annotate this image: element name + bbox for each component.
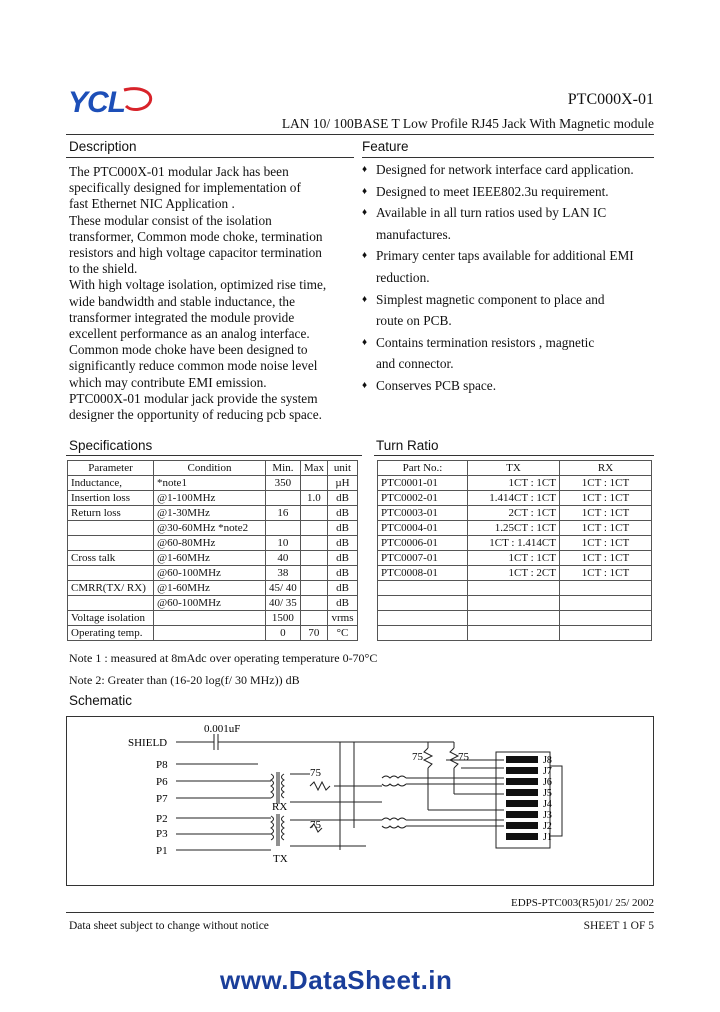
note-2: Note 2: Greater than (16-20 log(f/ 30 MHz)) dB [69, 673, 300, 687]
table-cell: 350 [266, 476, 301, 491]
table-cell: PTC0007-01 [378, 551, 468, 566]
table-cell [300, 581, 327, 596]
pin-label: P2 [156, 813, 168, 825]
description-line: PTC000X-01 modular jack provide the system [69, 390, 318, 406]
description-line: resistors and high voltage capacitor termination [69, 245, 322, 261]
bullet-icon: ♦ [362, 293, 368, 305]
common-mode-choke [382, 776, 406, 786]
table-cell: 1CT : 1CT [560, 566, 652, 581]
feature-text: Designed to meet IEEE802.3u requirement. [376, 183, 609, 199]
feature-item [362, 245, 654, 288]
table-cell: dB [327, 506, 357, 521]
table-row [378, 596, 652, 611]
table-cell [560, 626, 652, 641]
table-cell: Return loss [68, 506, 154, 521]
table-cell: PTC0004-01 [378, 521, 468, 536]
feature-text: reduction. [376, 269, 430, 285]
pin-label: P1 [156, 845, 168, 857]
feature-item [362, 181, 654, 203]
table-row [378, 521, 652, 536]
turn-ratio-rule [374, 455, 654, 456]
part-number: PTC000X-01 [567, 91, 654, 108]
table-row [68, 626, 358, 641]
table-cell: dB [327, 581, 357, 596]
column-header: Min. [266, 461, 301, 476]
feature-text: route on PCB. [376, 313, 452, 329]
table-cell: 40 [266, 551, 301, 566]
table-cell: @1-100MHz [154, 491, 266, 506]
table-cell: 0 [266, 626, 301, 641]
table-cell: Operating temp. [68, 626, 154, 641]
document-subtitle: LAN 10/ 100BASE T Low Profile RJ45 Jack With Magnetic module [281, 116, 654, 131]
table-cell: 1CT : 2CT [468, 566, 560, 581]
bullet-icon: ♦ [362, 164, 368, 175]
feature-text: Simplest magnetic component to place and [376, 291, 605, 307]
table-cell [560, 581, 652, 596]
description-line: Common mode choke have been designed to [69, 342, 308, 358]
table-cell: 1CT : 1CT [468, 551, 560, 566]
resistor-label: 75 [412, 751, 423, 763]
table-cell [560, 611, 652, 626]
table-cell [68, 536, 154, 551]
table-row [68, 551, 358, 566]
table-cell: 1.0 [300, 491, 327, 506]
table-cell [378, 611, 468, 626]
schematic-heading: Schematic [69, 693, 133, 708]
table-cell: vrms [327, 611, 357, 626]
table-cell: PTC0003-01 [378, 506, 468, 521]
feature-text: Available in all turn ratios used by LAN IC [376, 205, 607, 221]
feature-text: and connector. [376, 356, 454, 372]
turn-ratio-table [377, 460, 652, 641]
resistor-label: 75 [310, 819, 321, 831]
table-row [68, 506, 358, 521]
table-cell: Insertion loss [68, 491, 154, 506]
column-header: Condition [154, 461, 266, 476]
table-row [68, 566, 358, 581]
description-line: to the shield. [69, 261, 138, 277]
feature-item [362, 289, 654, 332]
rj45-jack [496, 752, 562, 848]
specifications-heading: Specifications [69, 438, 153, 453]
table-row [68, 596, 358, 611]
schematic-diagram [66, 716, 654, 886]
logo-text: YCL [68, 86, 125, 119]
description-line: The PTC000X-01 modular Jack has been [69, 164, 289, 179]
pin-label: P6 [156, 776, 168, 788]
table-cell: dB [327, 521, 357, 536]
tx-transformer [271, 814, 288, 865]
bullet-icon: ♦ [362, 336, 368, 348]
table-cell: 38 [266, 566, 301, 581]
table-cell [378, 626, 468, 641]
table-row [378, 611, 652, 626]
capacitor-label: 0.001uF [204, 723, 241, 735]
table-row [68, 476, 358, 491]
table-cell: @60-100MHz [154, 566, 266, 581]
table-row [378, 506, 652, 521]
table-cell: @1-60MHz [154, 551, 266, 566]
table-cell: *note1 [154, 476, 266, 491]
table-cell: 16 [266, 506, 301, 521]
description-line: specifically designed for implementation of [69, 180, 301, 196]
column-header: unit [327, 461, 357, 476]
description-line: excellent performance as an analog interface. [69, 326, 310, 342]
feature-text: Primary center taps available for additional EMI [376, 248, 634, 264]
table-cell [560, 596, 652, 611]
table-cell: @60-100MHz [154, 596, 266, 611]
table-cell [300, 551, 327, 566]
table-cell: PTC0001-01 [378, 476, 468, 491]
table-cell [300, 506, 327, 521]
table-cell: 45/ 40 [266, 581, 301, 596]
resistor-75 [424, 748, 432, 768]
table-row [68, 491, 358, 506]
table-cell [468, 611, 560, 626]
description-line: significantly reduce common mode noise level [69, 358, 318, 374]
table-cell: 1CT : 1CT [560, 536, 652, 551]
table-cell [300, 476, 327, 491]
specifications-table [67, 460, 358, 641]
table-cell [68, 521, 154, 536]
rx-transformer [271, 772, 287, 813]
column-header: Part No.: [378, 461, 468, 476]
table-cell [300, 596, 327, 611]
feature-list [362, 159, 654, 397]
description-text [69, 164, 359, 423]
jack-pin-label: J6 [543, 777, 552, 788]
table-cell: 1CT : 1.414CT [468, 536, 560, 551]
description-rule [66, 157, 354, 158]
table-cell [266, 521, 301, 536]
sheet-number: SHEET 1 OF 5 [583, 920, 654, 932]
table-row [378, 536, 652, 551]
table-row [68, 536, 358, 551]
table-cell: PTC0006-01 [378, 536, 468, 551]
table-row [378, 626, 652, 641]
feature-text: manufactures. [376, 226, 451, 242]
table-cell [378, 596, 468, 611]
table-cell [378, 581, 468, 596]
resistor-label: 75 [310, 767, 321, 779]
jack-pin-label: J3 [543, 810, 552, 821]
table-cell: dB [327, 536, 357, 551]
description-line: transformer, Common mode choke, termination [69, 228, 323, 244]
feature-text: Conserves PCB space. [376, 377, 497, 393]
table-cell [300, 521, 327, 536]
jack-pin-label: J5 [543, 788, 552, 799]
watermark-link[interactable]: www.DataSheet.in [220, 965, 453, 995]
bullet-icon: ♦ [362, 379, 368, 391]
description-line: transformer integrated the module provide [69, 309, 295, 325]
common-mode-choke [382, 818, 406, 828]
company-logo [66, 82, 156, 122]
feature-heading: Feature [362, 139, 409, 154]
table-cell: Inductance, [68, 476, 154, 491]
specifications-rule [66, 455, 362, 456]
table-cell: @1-30MHz [154, 506, 266, 521]
table-cell: Cross talk [68, 551, 154, 566]
jack-pin-label: J7 [543, 766, 552, 777]
table-cell: 2CT : 1CT [468, 506, 560, 521]
table-cell [154, 611, 266, 626]
bullet-icon: ♦ [362, 207, 368, 219]
note-1: Note 1 : measured at 8mAdc over operating temperature 0-70°C [69, 651, 378, 665]
table-cell [300, 611, 327, 626]
description-line: which may contribute EMI emission. [69, 374, 267, 390]
table-cell [468, 581, 560, 596]
table-cell: 1CT : 1CT [468, 476, 560, 491]
table-row [68, 521, 358, 536]
feature-text: Designed for network interface card application. [376, 162, 634, 177]
table-cell: @60-80MHz [154, 536, 266, 551]
table-cell [154, 626, 266, 641]
description-line: These modular consist of the isolation [69, 212, 272, 228]
table-cell: dB [327, 491, 357, 506]
table-cell: CMRR(TX/ RX) [68, 581, 154, 596]
table-cell: µH [327, 476, 357, 491]
resistor-75 [310, 782, 330, 790]
column-header: TX [468, 461, 560, 476]
table-cell: 1CT : 1CT [560, 506, 652, 521]
table-row [68, 611, 358, 626]
turn-ratio-heading: Turn Ratio [376, 438, 439, 453]
table-cell: 1.25CT : 1CT [468, 521, 560, 536]
table-cell: dB [327, 596, 357, 611]
description-line: fast Ethernet NIC Application . [69, 196, 235, 212]
description-line: designer the opportunity of reducing pcb space. [69, 407, 322, 423]
table-cell: °C [327, 626, 357, 641]
table-cell [68, 596, 154, 611]
feature-rule [362, 157, 654, 158]
tx-label: TX [273, 853, 288, 865]
feature-item [362, 375, 654, 397]
table-cell: 40/ 35 [266, 596, 301, 611]
feature-text: Contains termination resistors , magnetic [376, 334, 595, 350]
table-cell [68, 566, 154, 581]
shield-label: SHIELD [128, 737, 168, 749]
table-row [378, 551, 652, 566]
description-line: wide bandwidth and stable inductance, the [69, 293, 295, 309]
jack-pin-label: J4 [543, 799, 552, 810]
footer-disclaimer: Data sheet subject to change without notice [69, 920, 269, 932]
header-rule [66, 134, 654, 135]
table-cell [266, 491, 301, 506]
pin-label: P8 [156, 759, 168, 771]
footer-rule [66, 912, 654, 913]
column-header: Parameter [68, 461, 154, 476]
table-cell: 1CT : 1CT [560, 476, 652, 491]
table-row [378, 581, 652, 596]
resistor-label: 75 [458, 751, 469, 763]
table-cell: @30-60MHz *note2 [154, 521, 266, 536]
table-cell: dB [327, 566, 357, 581]
jack-pin-label: J1 [543, 832, 552, 843]
document-code: EDPS-PTC003(R5)01/ 25/ 2002 [510, 897, 654, 909]
table-cell: 1CT : 1CT [560, 521, 652, 536]
pin-label: P7 [156, 793, 168, 805]
description-heading: Description [69, 139, 137, 154]
table-cell: dB [327, 551, 357, 566]
table-cell: PTC0002-01 [378, 491, 468, 506]
table-cell [468, 626, 560, 641]
resistor-75 [450, 748, 458, 768]
table-row [378, 491, 652, 506]
table-row [68, 581, 358, 596]
jack-pin-label: J8 [543, 755, 552, 766]
column-header: RX [560, 461, 652, 476]
bullet-icon: ♦ [362, 250, 368, 262]
table-row [378, 566, 652, 581]
table-cell: Voltage isolation [68, 611, 154, 626]
table-cell: PTC0008-01 [378, 566, 468, 581]
jack-pin-label: J2 [543, 821, 552, 832]
table-cell: 1.414CT : 1CT [468, 491, 560, 506]
feature-item [362, 159, 654, 181]
bullet-icon: ♦ [362, 185, 368, 197]
table-cell [300, 566, 327, 581]
description-line: With high voltage isolation, optimized rise time, [69, 277, 327, 293]
table-cell: 1CT : 1CT [560, 551, 652, 566]
table-cell: 10 [266, 536, 301, 551]
feature-item [362, 332, 654, 375]
table-cell: 70 [300, 626, 327, 641]
table-cell [468, 596, 560, 611]
table-cell: 1CT : 1CT [560, 491, 652, 506]
table-cell: 1500 [266, 611, 301, 626]
table-cell [300, 536, 327, 551]
column-header: Max [300, 461, 327, 476]
pin-label: P3 [156, 828, 168, 840]
feature-item [362, 202, 654, 245]
table-row [378, 476, 652, 491]
table-cell: @1-60MHz [154, 581, 266, 596]
rx-label: RX [272, 801, 288, 813]
